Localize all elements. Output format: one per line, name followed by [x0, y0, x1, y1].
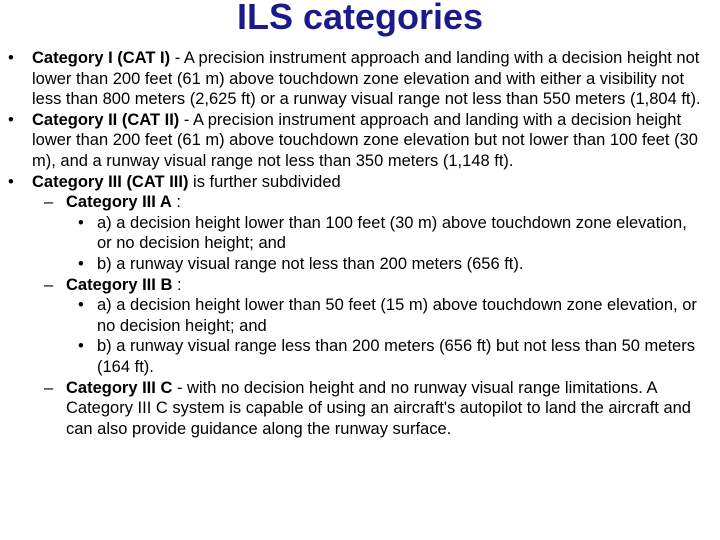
- bullet: •: [8, 49, 14, 67]
- cat3a-item-a: a) a decision height lower than 100 feet (30 m) above touchdown zone elevation, or no decision height; and: [97, 213, 687, 253]
- cat3a-suffix: :: [171, 193, 181, 212]
- cat3b-suffix: :: [172, 275, 182, 294]
- cat2-text: - A precision instrument approach and landing with a decision height lower than 200 feet (61 m) above touchdown zone elevation but not lower than 100 feet (30 m), and a runway visual range not less than 350 meters (1,148 ft).: [32, 110, 698, 170]
- list-item-cat1: [0, 48, 710, 110]
- list-item-cat2: [0, 110, 710, 172]
- bullet: •: [78, 254, 84, 273]
- list-item-cat3b: [0, 275, 710, 296]
- list-item-cat3b-b: [0, 336, 710, 377]
- bullet: •: [78, 213, 84, 232]
- cat3c-text: - with no decision height and no runway visual range limitations. A Category III C system is capable of using an aircraft's autopilot to land the aircraft and can also provide guidance along the runway surface.: [66, 378, 691, 438]
- content-list: [0, 48, 710, 439]
- list-item-cat3a-a: [0, 213, 710, 254]
- cat3-label: Category III (CAT III): [32, 172, 189, 191]
- bullet: •: [8, 110, 14, 129]
- bullet: •: [8, 172, 14, 191]
- list-item-cat3: [0, 172, 710, 193]
- cat1-label: Category I (CAT I): [32, 49, 171, 67]
- list-item-cat3a: [0, 192, 710, 213]
- cat2-label: Category II (CAT II): [32, 110, 180, 129]
- cat3a-item-b: b) a runway visual range not less than 200 meters (656 ft).: [97, 254, 524, 273]
- dash: –: [44, 275, 54, 294]
- dash: –: [44, 193, 54, 212]
- list-item-cat3b-a: [0, 295, 710, 336]
- list-item-cat3a-b: [0, 254, 710, 275]
- page-title: ILS categories: [236, 0, 484, 37]
- cat3b-label: Category III B: [66, 275, 173, 294]
- cat3-text: is further subdivided: [188, 172, 341, 191]
- cat3b-item-b: b) a runway visual range less than 200 meters (656 ft) but not less than 50 meters (164 ft).: [97, 337, 695, 376]
- list-item-cat3c: [0, 378, 710, 440]
- cat3b-item-a: a) a decision height lower than 50 feet (15 m) above touchdown zone elevation, or no decision height; and: [97, 296, 697, 335]
- cat1-text: - A precision instrument approach and landing with a decision height not lower than 200 feet (61 m) above touchdown zone elevation and with either a visibility not less than 800 meters (2,625 ft) or a runway visual range not less than 550 meters (1,804 ft).: [32, 49, 701, 109]
- cat3a-label: Category III A: [66, 193, 172, 212]
- dash: –: [44, 378, 54, 397]
- bullet: •: [78, 337, 84, 356]
- bullet: •: [78, 296, 84, 315]
- cat3c-label: Category III C: [66, 378, 173, 397]
